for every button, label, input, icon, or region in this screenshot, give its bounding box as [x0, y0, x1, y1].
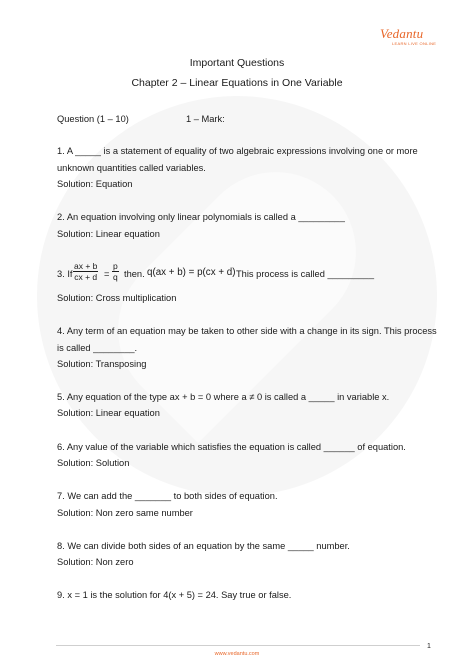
- question-1-solution: Solution: Equation: [57, 179, 133, 189]
- question-range: Question (1 – 10): [57, 114, 129, 124]
- footer-url[interactable]: www.vedantu.com: [214, 651, 260, 657]
- marks-label: 1 – Mark:: [186, 114, 225, 124]
- question-8-solution: Solution: Non zero: [57, 557, 134, 567]
- question-1-text: 1. A _____ is a statement of equality of two algebraic expressions involving one or more: [57, 146, 418, 156]
- page-number: 1: [427, 643, 431, 650]
- question-7-text: 7. We can add the _______ to both sides of equation.: [57, 491, 278, 501]
- question-4-text-cont: is called ________.: [57, 343, 138, 353]
- question-4-solution: Solution: Transposing: [57, 359, 147, 369]
- logo-tagline: LEARN LIVE ONLINE: [392, 41, 437, 46]
- question-1-text-cont: unknown quantities called variables.: [57, 163, 206, 173]
- question-3-expression: q(ax + b) = p(cx + d): [147, 267, 236, 278]
- question-6-text: 6. Any value of the variable which satisfies the equation is called ______ of equation.: [57, 442, 406, 452]
- question-2-text: 2. An equation involving only linear polynomials is called a _________: [57, 212, 345, 222]
- question-9-text: 9. x = 1 is the solution for 4(x + 5) = 24. Say true or false.: [57, 590, 292, 600]
- fraction-denominator: q: [113, 272, 118, 282]
- question-2-solution: Solution: Linear equation: [57, 229, 160, 239]
- question-7-solution: Solution: Non zero same number: [57, 508, 193, 518]
- fraction-numerator: p: [113, 261, 118, 271]
- question-4-text: 4. Any term of an equation may be taken to other side with a change in its sign. This process: [57, 326, 437, 336]
- vedantu-logo: Vedantu: [380, 26, 424, 41]
- footer-divider: [56, 645, 420, 646]
- fraction-numerator: ax + b: [74, 261, 98, 271]
- page-title: Important Questions: [189, 57, 285, 69]
- chapter-title: Chapter 2 – Linear Equations in One Variable: [131, 77, 343, 89]
- question-6-solution: Solution: Solution: [57, 458, 130, 468]
- fraction-p-over-q: [112, 261, 119, 282]
- question-3-solution: Solution: Cross multiplication: [57, 293, 177, 303]
- fraction-denominator: cx + d: [74, 272, 98, 282]
- question-3-suffix: This process is called _________: [236, 269, 374, 279]
- fraction-ax-b-over-cx-d: [73, 261, 98, 282]
- question-3-prefix: 3. If: [57, 269, 73, 279]
- question-5-text: 5. Any equation of the type ax + b = 0 where a ≠ 0 is called a _____ in variable x.: [57, 392, 390, 402]
- question-8-text: 8. We can divide both sides of an equation by the same _____ number.: [57, 541, 350, 551]
- equals-sign: =: [104, 269, 110, 279]
- question-5-solution: Solution: Linear equation: [57, 408, 160, 418]
- question-3-then: then.: [124, 269, 145, 279]
